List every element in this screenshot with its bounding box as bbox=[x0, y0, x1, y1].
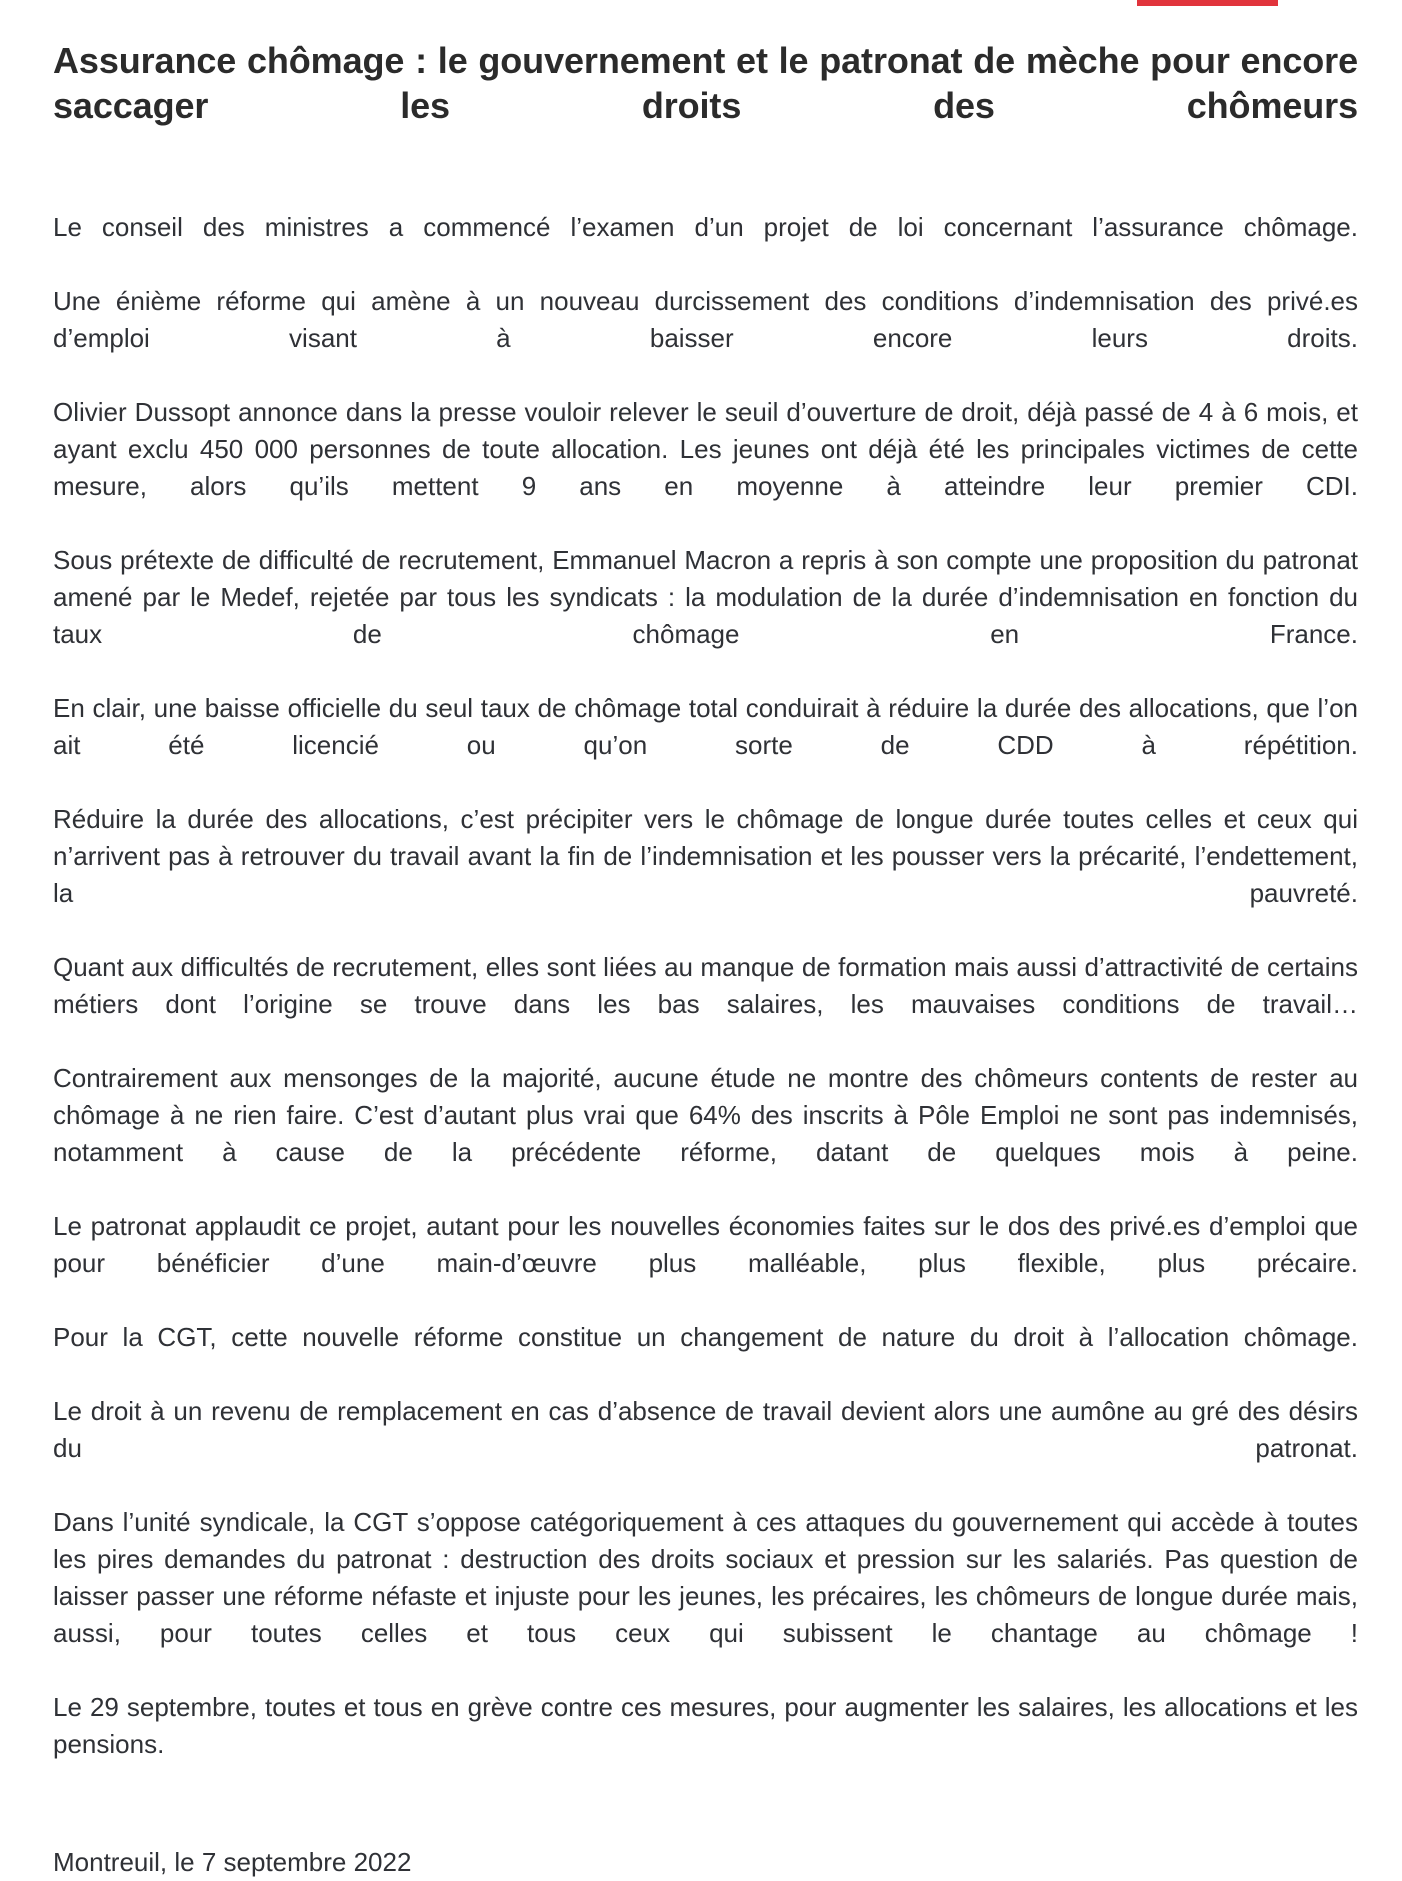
body-paragraph: Quant aux difficultés de recrutement, elles sont liées au manque de formation mais aussi d’attractivité de certains métiers dont l’origine se trouve dans les bas salaires, les mauvaises conditions de travail… bbox=[53, 952, 1358, 1019]
red-accent-bar bbox=[1137, 0, 1278, 6]
body-paragraph: Dans l’unité syndicale, la CGT s’oppose catégoriquement à ces attaques du gouvernement qui accède à toutes les pires demandes du patronat : destruction des droits sociaux et pression sur les salariés. Pas question de laisser passer une réforme néfaste et injuste pour les jeunes, les précaires, les chômeurs de longue durée mais, aussi, pour toutes celles et tous ceux qui subissent le chantage au chômage ! bbox=[53, 1507, 1358, 1648]
body-paragraph: Réduire la durée des allocations, c’est précipiter vers le chômage de longue durée toutes celles et ceux qui n’arrivent pas à retrouver du travail avant la fin de l’indemnisation et les pousser vers la précarité, l’endettement, la pauvreté. bbox=[53, 804, 1358, 908]
body-paragraph: Pour la CGT, cette nouvelle réforme constitue un changement de nature du droit à l’allocation chômage. bbox=[53, 1322, 1358, 1352]
body-paragraph: Le conseil des ministres a commencé l’examen d’un projet de loi concernant l’assurance chômage. bbox=[53, 212, 1358, 242]
body-paragraph: Contrairement aux mensonges de la majorité, aucune étude ne montre des chômeurs contents de rester au chômage à ne rien faire. C’est d’autant plus vrai que 64% des inscrits à Pôle Emploi ne sont pas indemnisés, notamment à cause de la précédente réforme, datant de quelques mois à peine. bbox=[53, 1063, 1358, 1167]
page-title: Assurance chômage : le gouvernement et le patronat de mèche pour encore saccager les droits des chômeurs bbox=[53, 40, 1358, 126]
body-paragraph: Sous prétexte de difficulté de recrutement, Emmanuel Macron a repris à son compte une proposition du patronat amené par le Medef, rejetée par tous les syndicats : la modulation de la durée d’indemnisation en fonction du taux de chômage en France. bbox=[53, 545, 1358, 649]
signoff-line: Montreuil, le 7 septembre 2022 bbox=[53, 1847, 412, 1877]
body-paragraph: Le 29 septembre, toutes et tous en grève contre ces mesures, pour augmenter les salaires, les allocations et les pensions. bbox=[53, 1692, 1358, 1759]
body-paragraph: En clair, une baisse officielle du seul taux de chômage total conduirait à réduire la durée des allocations, que l’on ait été licencié ou qu’on sorte de CDD à répétition. bbox=[53, 693, 1358, 760]
body-paragraph: Le patronat applaudit ce projet, autant pour les nouvelles économies faites sur le dos des privé.es d’emploi que pour bénéficier d’une main-d’œuvre plus malléable, plus flexible, plus précaire. bbox=[53, 1211, 1358, 1278]
body-paragraph: Une énième réforme qui amène à un nouveau durcissement des conditions d’indemnisation des privé.es d’emploi visant à baisser encore leurs droits. bbox=[53, 286, 1358, 353]
body-paragraph: Olivier Dussopt annonce dans la presse vouloir relever le seuil d’ouverture de droit, déjà passé de 4 à 6 mois, et ayant exclu 450 000 personnes de toute allocation. Les jeunes ont déjà été les principales victimes de cette mesure, alors qu’ils mettent 9 ans en moyenne à atteindre leur premier CDI. bbox=[53, 397, 1358, 501]
document-body bbox=[53, 173, 1358, 1800]
body-paragraph: Le droit à un revenu de remplacement en cas d’absence de travail devient alors une aumône au gré des désirs du patronat. bbox=[53, 1396, 1358, 1463]
